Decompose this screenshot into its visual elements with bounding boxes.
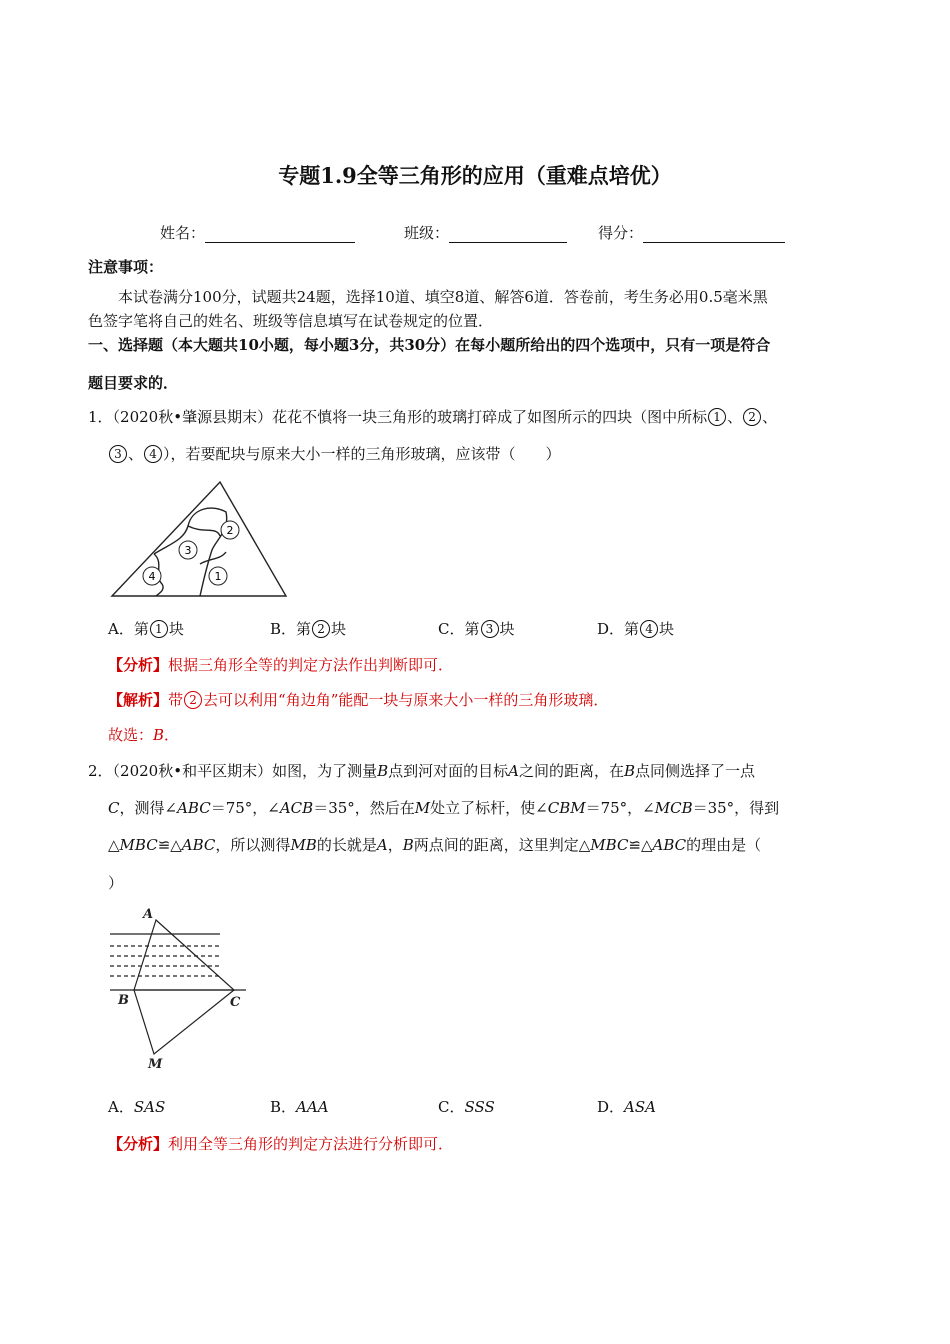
text: 两点间的距离，这里判定△ [413, 836, 591, 854]
option-pre: 第 [624, 620, 640, 638]
var: MBC [590, 836, 629, 854]
q2-analysis [108, 1133, 453, 1154]
river-measurement-figure [106, 902, 256, 1072]
q2-line4: ） [108, 874, 124, 892]
analysis-text: 根据三角形全等的判定方法作出判断即可． [168, 656, 454, 674]
q2-option-a[interactable] [108, 1096, 165, 1117]
text: 的理由是（ [686, 836, 762, 854]
text: 处立了标杆，使∠ [430, 799, 548, 817]
option-letter: C． [438, 1098, 465, 1116]
text: ， [387, 836, 403, 854]
q2-option-c[interactable] [438, 1096, 495, 1117]
option-letter: C． [438, 620, 465, 638]
answer-post: ． [164, 726, 180, 744]
q1-option-a[interactable] [108, 618, 184, 639]
q1-answer [108, 724, 179, 745]
score-label: 得分： [598, 224, 644, 242]
text: 点同侧选择了一点 [635, 762, 756, 780]
point-c-label: C [230, 995, 241, 1010]
text: ，测得∠ [119, 799, 178, 817]
option-letter: B． [270, 620, 297, 638]
q2-number: 2． [88, 762, 113, 780]
var: CBM [547, 799, 586, 817]
var: ABC [652, 836, 687, 854]
option-letter: A． [108, 1098, 134, 1116]
point-a-label: A [143, 907, 154, 922]
section-heading-line1: 一、选择题（本大题共10小题，每小题3分，共30分）在每小题所给出的四个选项中，只有一项是符合 [88, 336, 771, 354]
analysis-tag: 【分析】 [108, 1135, 169, 1153]
answer-pre: 故选： [108, 726, 154, 744]
q1-solution [108, 689, 608, 710]
var: MB [290, 836, 317, 854]
piece-2-label: 2 [226, 524, 234, 537]
crack-4 [200, 552, 226, 564]
q1-mark-4: 4 [144, 445, 162, 463]
q1-line2: 3 、 4 ），若要配块与原来大小一样的三角形玻璃，应该带（ ） [108, 443, 561, 464]
q1-mark-2: 2 [743, 408, 761, 426]
q1-option-b[interactable] [270, 618, 346, 639]
notice-heading: 注意事项： [88, 258, 164, 276]
class-field [404, 222, 567, 243]
option-pre: 第 [133, 620, 149, 638]
crack-2 [188, 526, 220, 536]
option-letter: B． [270, 1098, 297, 1116]
analysis-tag: 【分析】 [108, 656, 169, 674]
q2-line3 [108, 834, 761, 855]
q1-analysis [108, 654, 453, 675]
option-text: AAA [296, 1098, 329, 1116]
option-letter: D． [597, 1098, 625, 1116]
score-field [598, 222, 785, 243]
solution-text: 去可以利用“角边角”能配一块与原来大小一样的三角形玻璃． [203, 691, 609, 709]
option-pre: 第 [296, 620, 312, 638]
text: 点到河对面的目标 [388, 762, 509, 780]
q1-text-tail: ），若要配块与原来大小一样的三角形玻璃，应该带（ ） [163, 445, 561, 463]
text: 的长就是 [316, 836, 377, 854]
broken-triangle-figure [108, 478, 292, 602]
option-letter: D． [597, 620, 625, 638]
q2-option-d[interactable] [597, 1096, 656, 1117]
option-mark: 1 [150, 620, 168, 638]
text: ≌△ [628, 836, 653, 854]
text: △ [108, 836, 120, 854]
piece-1-label: 1 [214, 570, 222, 583]
option-text: SAS [133, 1098, 166, 1116]
var: MBC [119, 836, 158, 854]
piece-3-label: 3 [184, 544, 192, 557]
text: ＝35°，然后在 [313, 799, 415, 817]
class-blank [449, 228, 567, 243]
solution-mark: 2 [184, 691, 202, 709]
option-text: ASA [624, 1098, 656, 1116]
option-mark: 4 [640, 620, 658, 638]
option-text: SSS [464, 1098, 495, 1116]
notice-line2: 色签字笔将自己的姓名、班级等信息填写在试卷规定的位置． [88, 312, 494, 330]
point-b-label: B [118, 993, 129, 1008]
triangle-abc [134, 920, 234, 990]
text: （2020秋•和平区期末）如图，为了测量 [112, 762, 378, 780]
option-post: 块 [659, 620, 675, 638]
var: B [623, 762, 636, 780]
text: ≌△ [157, 836, 182, 854]
q2-line1 [88, 760, 755, 781]
analysis-text: 利用全等三角形的判定方法进行分析即可． [168, 1135, 454, 1153]
score-blank [643, 228, 785, 243]
text: ＝35°，得到 [692, 799, 780, 817]
option-letter: A． [108, 620, 134, 638]
solution-tag: 【解析】 [108, 691, 169, 709]
answer-value: B [153, 726, 165, 744]
triangle-outline [112, 482, 286, 596]
var: M [414, 799, 431, 817]
text: ＝75°，∠ [585, 799, 655, 817]
q1-mark-3: 3 [109, 445, 127, 463]
var: MCB [654, 799, 693, 817]
q2-line2 [108, 797, 779, 818]
var: ABC [181, 836, 216, 854]
option-post: 块 [168, 620, 184, 638]
q1-line1: 1．（2020秋•肇源县期末）花花不慎将一块三角形的玻璃打碎成了如图所示的四块（图中所标 1 、 2 、 [88, 408, 778, 426]
var: A [508, 762, 519, 780]
q1-option-c[interactable] [438, 618, 515, 639]
text: ，所以测得 [215, 836, 291, 854]
var: C [108, 799, 120, 817]
q1-option-d[interactable] [597, 618, 674, 639]
class-label: 班级： [404, 224, 450, 242]
var: ACB [279, 799, 314, 817]
option-mark: 3 [481, 620, 499, 638]
solution-pre: 带 [168, 691, 184, 709]
name-label: 姓名： [160, 224, 206, 242]
q1-text: （2020秋•肇源县期末）花花不慎将一块三角形的玻璃打碎成了如图所示的四块（图中所标 [112, 408, 708, 426]
section-heading-line2: 题目要求的． [88, 374, 179, 392]
page-title: 专题1.9全等三角形的应用（重难点培优） [278, 163, 672, 188]
name-blank [205, 228, 355, 243]
var: B [402, 836, 414, 854]
notice-line1: 本试卷满分100分，试题共24题，选择10道、填空8道、解答6道．答卷前，考生务必用0.5毫米黑 [118, 288, 768, 306]
var: ABC [177, 799, 211, 817]
point-m-label: M [148, 1057, 163, 1072]
var: A [376, 836, 388, 854]
var: B [377, 762, 389, 780]
option-pre: 第 [464, 620, 480, 638]
option-mark: 2 [312, 620, 330, 638]
q1-mark-1: 1 [708, 408, 726, 426]
q2-option-b[interactable] [270, 1096, 329, 1117]
option-post: 块 [331, 620, 347, 638]
text: 之间的距离，在 [518, 762, 624, 780]
name-field [160, 222, 355, 243]
piece-4-label: 4 [148, 570, 156, 583]
triangle-mbc [134, 990, 234, 1054]
option-post: 块 [499, 620, 515, 638]
text: ＝75°，∠ [210, 799, 280, 817]
q1-number: 1． [88, 408, 113, 426]
